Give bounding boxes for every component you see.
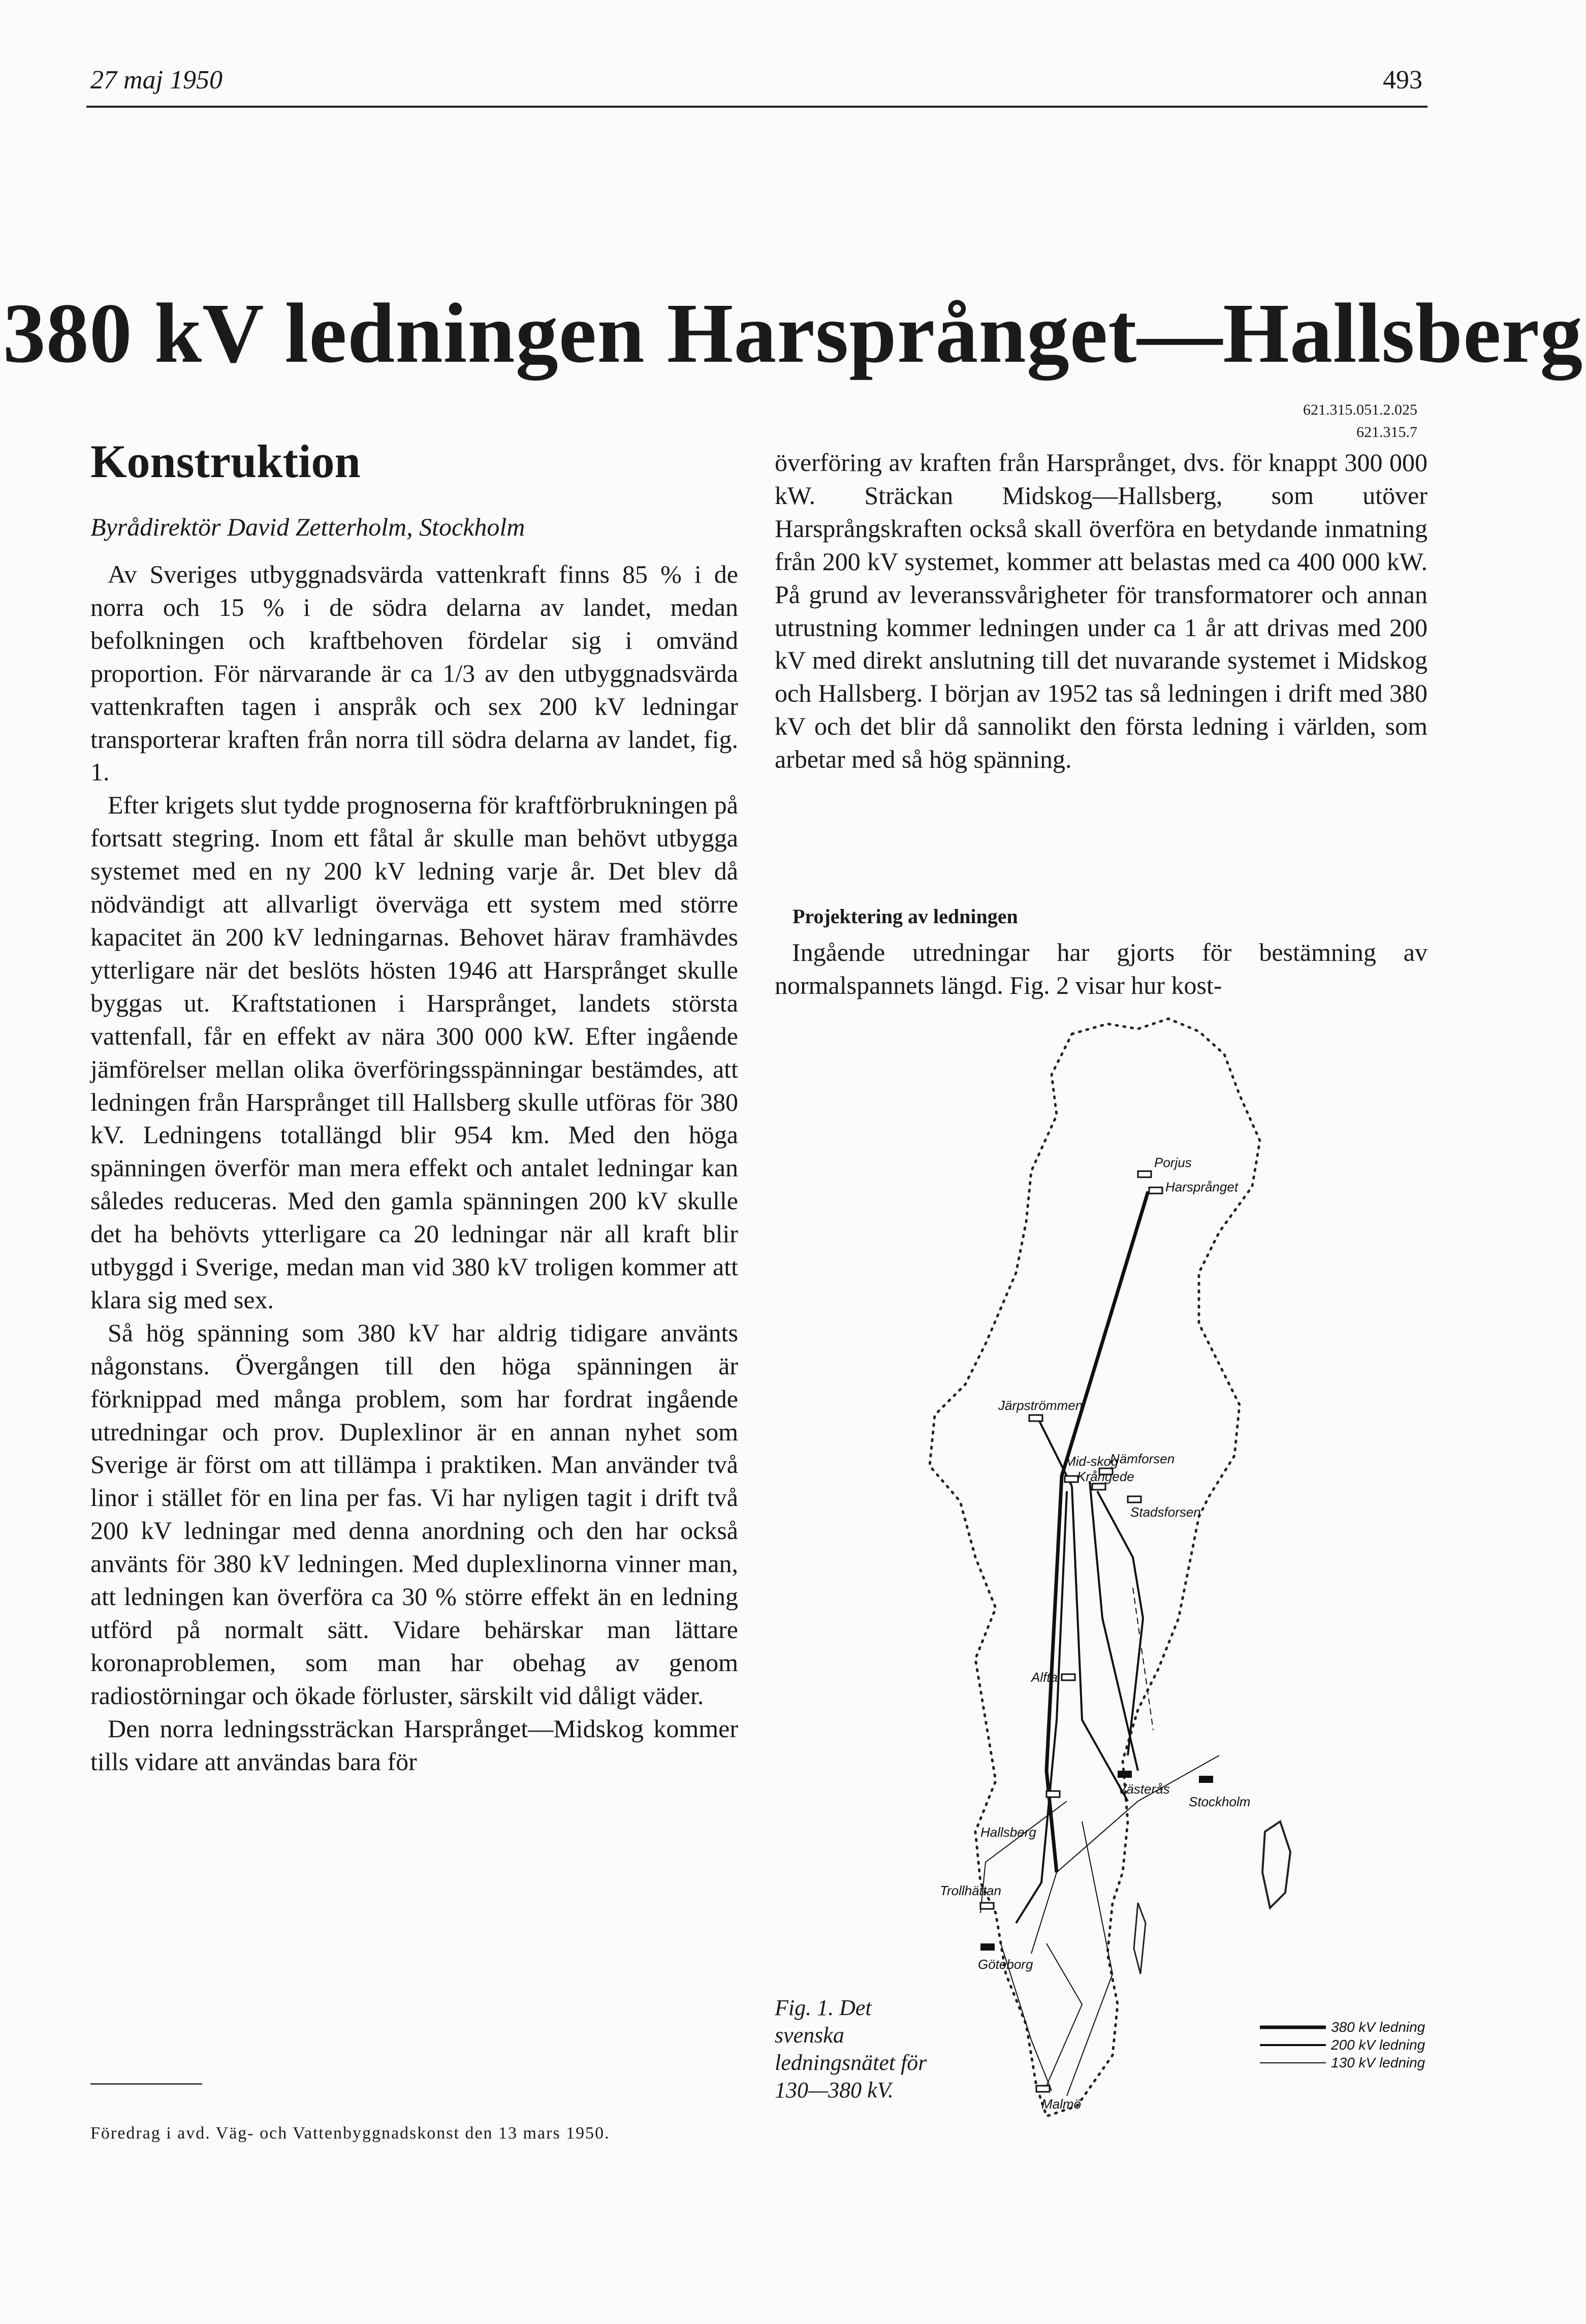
label-jarpstrommen: Järpströmmen [998,1398,1083,1413]
paragraph-3: Så hög spänning som 380 kV har aldrig tidigare använts någonstans. Övergången till den höga spänningen är förknippad med många problem, som har fordrat ingående utredningar och prov. Duplexlinor är en annan nyhet som Sverige är först om att tillämpa i praktiken. Man använder två linor i stället för en lina per fas. Vi har nyligen tagit i drift två 200 kV ledningar med denna anordning och den har också använts för 380 kV ledningen. Med duplexlinorna vinner man, att ledningen kan överföra ca 30 % större effekt än en ledning utförd på normalt sätt. Vidare behärskar man lättare koronaproblemen, som man har obehag av genom radiostörningar och ökade förluster, särskilt vid dåligt väder. [90,1318,738,1710]
paragraph-1: Av Sveriges utbyggnadsvärda vattenkraft finns 85 % i de norra och 15 % i de södra delarna av landet, medan befolkningen och kraftbehoven fördelar sig i omvänd proportion. För närvarande är ca 1/3 av den utbyggnadsvärda vattenkraften tagen i anspråk och sex 200 kV ledningar transporterar kraften från norra till södra delarna av landet, fig. 1. [90,560,738,787]
subsection-heading: Projektering av ledningen [792,905,1018,928]
label-goteborg: Göteborg [978,1957,1033,1972]
line-130kv-2 [1057,1755,1219,1872]
label-hallsberg: Hallsberg [980,1825,1036,1840]
line-380kv [1046,1191,1148,1872]
legend-380-label: 380 kV ledning [1331,2019,1425,2035]
paragraph-6: Ingående utredningar har gjorts för bestämning av normalspannets längd. Fig. 2 visar hur kost- [775,938,1428,999]
station-vasteras [1118,1771,1132,1778]
label-krangede: Krångede [1077,1469,1134,1484]
section-heading: Konstruktion [90,435,361,487]
label-stadsforsen: Stadsforsen [1130,1504,1201,1520]
label-porjus: Porjus [1154,1155,1192,1170]
station-harspranget [1149,1187,1162,1194]
station-trollhattan [980,1903,994,1909]
label-trollhattan: Trollhättan [940,1883,1001,1898]
gotland-outline [1262,1821,1290,1908]
left-column [90,558,738,1778]
label-namforsen: Nämforsen [1110,1451,1175,1466]
paragraph-5: överföring av kraften från Harsprånget, dvs. för knappt 300 000 kW. Sträckan Midskog—Hallsberg, som utöver Harsprångskraften också skall överföra en betydande inmatning från 200 kV systemet, kommer att belastas med ca 400 000 kW. På grund av leveranssvårigheter för transformatorer och annan utrustning kommer ledningen under ca 1 år att drivas med 200 kV med direkt anslutning till det nuvarande systemet i Midskog och Hallsberg. I början av 1952 tas så ledningen i drift med 380 kV och det blir då sannolikt den första ledning i världen, som arbetar med så hög spänning. [775,448,1428,774]
station-stadsforsen [1128,1496,1141,1502]
paragraph-4: Den norra ledningssträckan Harsprånget—Midskog kommer tills vidare att användas bara för [90,1714,738,1776]
legend-130-label: 130 kV ledning [1331,2055,1425,2070]
label-midskog: Mid-skog [1065,1454,1119,1469]
sweden-grid-map [914,1009,1428,2149]
station-krangede [1092,1484,1105,1490]
article-title: 380 kV ledningen Harsprånget—Hallsberg [3,286,1583,381]
line-130kv-4 [1067,1821,1113,2096]
header-date: 27 maj 1950 [90,66,223,95]
label-stockholm: Stockholm [1189,1794,1251,1809]
line-130kv-6 [1031,1872,1057,1954]
line-130kv-3 [1046,1943,1082,2086]
station-hallsberg [1046,1791,1060,1797]
right-column-top [775,446,1428,776]
figure-caption: Fig. 1. Det svenska ledningsnätet för 130—380 kV. [775,1995,927,2102]
station-malmo [1036,2086,1050,2092]
legend-200-label: 200 kV ledning [1331,2037,1425,2053]
station-goteborg [980,1943,995,1951]
station-jarpstrommen [1029,1415,1042,1421]
page-number: 493 [1383,66,1422,95]
footnote-rule [90,2083,202,2085]
line-130kv-7 [1133,1588,1153,1730]
udc-code-1: 621.315.051.2.025 [1303,401,1417,418]
paragraph-2: Efter krigets slut tydde prognoserna för kraftförbrukningen på fortsatt stegring. Inom ett fåtal år skulle man behövt utbygga systemet med en ny 200 kV ledning varje år. Det blev då nödvändigt att allvarligt överväga ett system med större kapacitet än 200 kV ledningarnas. Behovet härav framhävdes ytterligare när det beslöts hösten 1946 att Harsprånget skulle byggas ut. Kraftstationen i Harsprånget, landets största vattenfall, får en effekt av nära 300 000 kW. Efter ingående jämförelser mellan olika överföringsspänningar bestämdes, att ledningen från Harsprånget till Hallsberg skulle utföras för 380 kV. Ledningens totallängd blir 954 km. Med den höga spänningen överför man mera effekt och antalet ledningar kan således reduceras. Med den gamla spänningen 200 kV skulle det ha behövts ytterligare ca 20 ledningar när all kraft blir utbyggd i Sverige, medan man vid 380 kV troligen kommer att klara sig med sex. [90,791,738,1314]
station-midskog [1065,1476,1078,1482]
station-markers-filled [980,1771,1213,1951]
station-stockholm [1199,1776,1213,1783]
oland-outline [1134,1903,1146,1974]
map-legend [1260,2019,1425,2070]
udc-code-2: 621.315.7 [1356,424,1417,441]
right-column-bottom [775,936,1428,1002]
header-rule [86,106,1428,108]
label-alfta: Alfta [1031,1670,1058,1685]
udc-codes [1290,399,1417,444]
station-porjus [1138,1171,1151,1177]
byline: Byrådirektör David Zetterholm, Stockholm [90,513,525,541]
label-vasteras: Västerås [1118,1781,1170,1797]
label-malmo: Malmö [1041,2096,1082,2112]
label-harspranget: Harsprånget [1165,1179,1239,1195]
station-alfta [1062,1674,1075,1680]
footnote: Föredrag i avd. Väg- och Vattenbyggnadskonst den 13 mars 1950. [90,2124,610,2143]
